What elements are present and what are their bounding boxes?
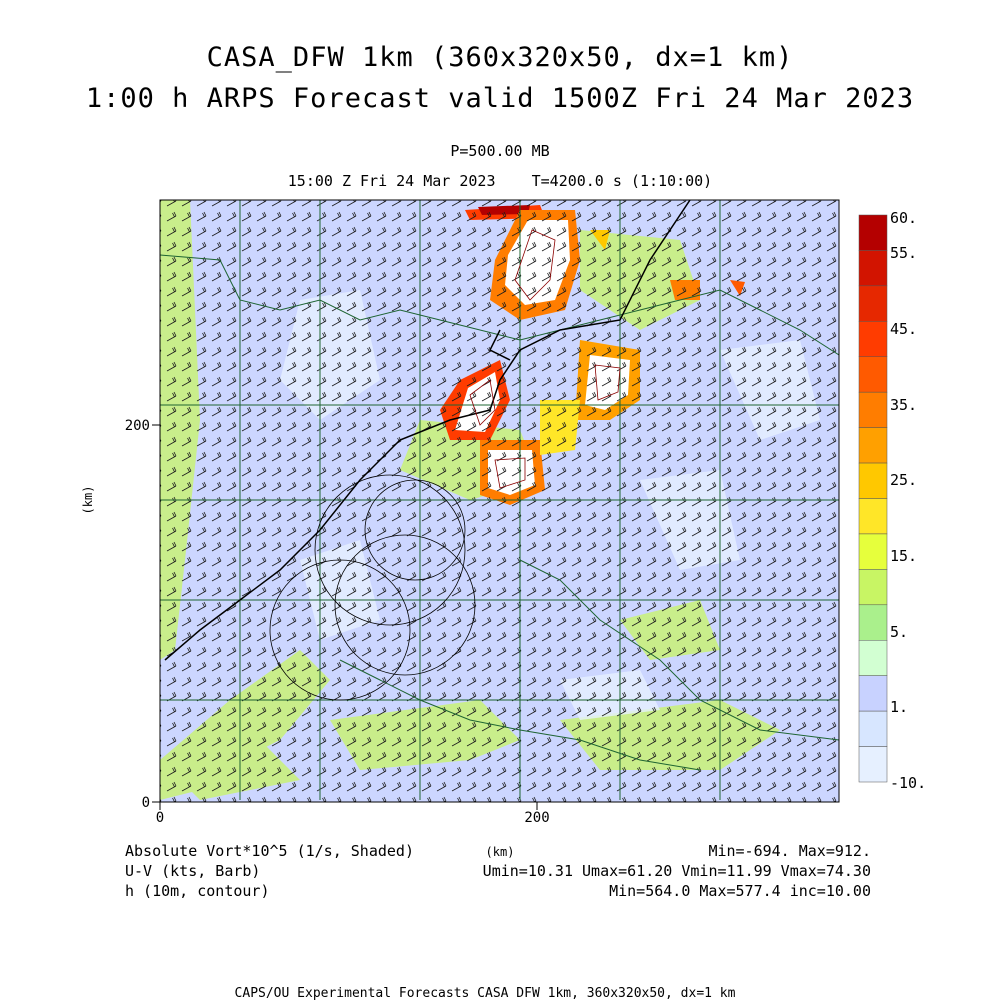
colorbar-swatch: [859, 428, 887, 463]
credit-line: CAPS/OU Experimental Forecasts CASA DFW 1km, 360x320x50, dx=1 km: [234, 986, 736, 1000]
colorbar-swatch: [859, 605, 887, 640]
colorbar-swatch: [859, 392, 887, 427]
legend-contour: h (10m, contour): [125, 882, 270, 900]
title-line-2: 1:00 h ARPS Forecast valid 1500Z Fri 24 Mar 2023: [85, 83, 915, 114]
legend-barb: U-V (kts, Barb): [125, 862, 261, 880]
colorbar-swatch: [859, 569, 887, 604]
vort-min-max: Min=-694. Max=912.: [708, 842, 871, 860]
x-axis-label: (km): [485, 845, 515, 859]
valid-time: 15:00 Z Fri 24 Mar 2023 T=4200.0 s (1:10:00): [287, 172, 713, 190]
height-min-max: Min=564.0 Max=577.4 inc=10.00: [609, 882, 871, 900]
colorbar-label: 5.: [890, 623, 909, 641]
colorbar-label: 55.: [890, 244, 918, 262]
x-tick-200: 200: [524, 810, 550, 826]
colorbar-swatch: [859, 711, 887, 746]
colorbar-swatch: [859, 747, 887, 782]
x-tick-0: 0: [155, 810, 165, 826]
wind-min-max: Umin=10.31 Umax=61.20 Vmin=11.99 Vmax=74.30: [482, 862, 871, 880]
colorbar-label: 15.: [890, 547, 918, 565]
legend-shaded: Absolute Vort*10^5 (1/s, Shaded): [125, 842, 414, 860]
colorbar-swatch: [859, 357, 887, 392]
colorbar-label: 45.: [890, 320, 918, 338]
colorbar-swatch: [859, 534, 887, 569]
colorbar-swatch: [859, 499, 887, 534]
title-line-1: CASA_DFW 1km (360x320x50, dx=1 km): [206, 42, 794, 73]
wind-barbs: [160, 200, 839, 802]
colorbar-swatch: [859, 640, 887, 675]
colorbar-swatch: [859, 250, 887, 285]
colorbar-swatch: [859, 676, 887, 711]
colorbar-swatch: [859, 463, 887, 498]
colorbar-label: 25.: [890, 471, 918, 489]
colorbar-label: 1.: [890, 698, 909, 716]
colorbar-label: 60.: [890, 209, 918, 227]
colorbar-label: -10.: [890, 774, 927, 792]
colorbar-label: 35.: [890, 396, 918, 414]
y-tick-0: 0: [141, 795, 150, 811]
colorbar-swatch: [859, 321, 887, 356]
y-axis-label: (km): [81, 485, 95, 515]
plot-area: [160, 200, 839, 802]
pressure-level: P=500.00 MB: [450, 142, 550, 160]
colorbar-swatch: [859, 215, 887, 250]
colorbar: [859, 209, 926, 792]
y-tick-200: 200: [124, 418, 150, 434]
colorbar-swatch: [859, 286, 887, 321]
